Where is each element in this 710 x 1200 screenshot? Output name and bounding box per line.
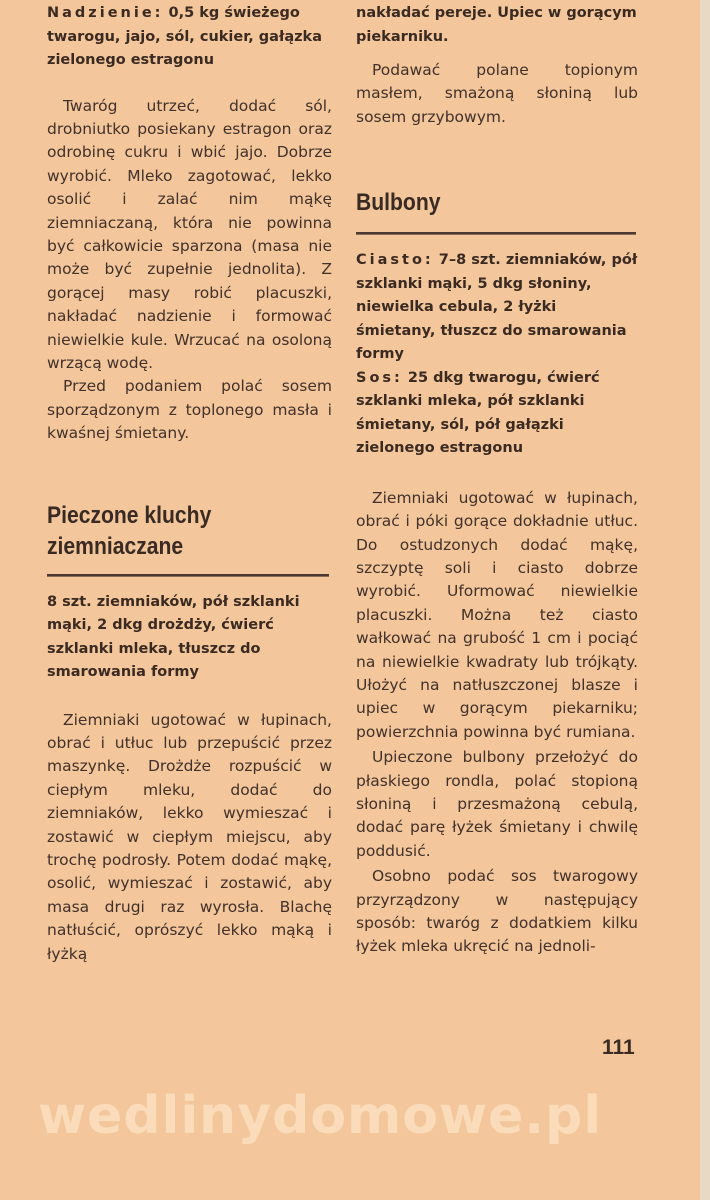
page-edge <box>700 0 710 1200</box>
recipe2-method: Ziemniaki ugotować w łupinach, obrać i utłuc lub przepuścić przez maszynkę. Drożdże rozpuścić w ciepłym mleku, dodać do ziemniaków, lekko wymieszać i zostawić w ciepłym miejscu, aby trochę podrosły. Potem dodać mąkę, osolić, wymieszać i zostawić, aby masa drugi raz wyrosła. Blachę natłuścić, oprószyć lekko mąką i łyżką <box>47 710 332 963</box>
right-column <box>356 0 638 959</box>
recipe2-title <box>47 500 332 562</box>
recipe1-method: Twaróg utrzeć, dodać sól, drobniutko posiekany estragon oraz odrobinę cukru i wbić jajo. Dobrze wyrobić. Mleko zagotować, lekko osolić i zalać nim mąkę ziemniaczaną, która nie powinna być całkowicie sparzona (masa nie może być zupełnie jednolita). Z gorącej masy robić placuszki, nakładać nadzienie i formować niewielkie kule. Wrzucać na osoloną wrzącą wodę. <box>47 96 332 372</box>
filling-ingredients <box>47 2 332 73</box>
recipe2-ingredients: 8 szt. ziemniaków, pół szklanki mąki, 2 dkg drożdży, ćwierć szklanki mleka, tłuszcz do smarowania formy <box>47 593 300 681</box>
filling-label: Nadzienie: <box>47 5 164 21</box>
left-column <box>47 0 332 966</box>
dough-ingredients <box>356 249 638 367</box>
watermark: wedlinydomowe.pl <box>38 1086 603 1146</box>
recipe1-serving: Przed podaniem polać sosem sporządzonym z toplonego masła i kwaśnej śmietany. <box>47 377 332 443</box>
recipe2-title-line1: Pieczone kluchy <box>47 501 212 529</box>
sauce-ingredients <box>356 367 638 461</box>
title-divider <box>356 232 636 235</box>
recipe3-title: Bulbony <box>356 189 441 217</box>
recipe3-stewing: Upieczone bulbony przełożyć do płaskiego rondla, polać stopioną słoniną i przesmażoną cebulą, dodać parę łyżek śmietany i chwilę poddusić. <box>356 748 638 860</box>
sauce-label: Sos: <box>356 369 403 386</box>
dough-label: Ciasto: <box>356 252 434 269</box>
dough-text: 7–8 szt. ziemniaków, pół szklanki mąki, 5 dkg słoniny, niewielka cebula, 2 łyżki śmietany, tłuszcz do smarowania formy <box>356 252 638 363</box>
recipe3-method: Ziemniaki ugotować w łupinach, obrać i póki gorące dokładnie utłuc. Do ostudzonych dodać mąkę, szczyptę soli i ciasto dobrze wyrobić. Uformować niewielkie placuszki. Można też ciasto wałkować na grubość 1 cm i pociąć na niewielkie kwadraty lub trójkąty. Ułożyć na natłuszczonej blasze i upiec w gorącym piekarniku; powierzchnia powinna być rumiana. <box>356 488 638 741</box>
page-number: 111 <box>602 1036 635 1059</box>
recipe2-title-line2: ziemniaczane <box>47 532 184 560</box>
title-divider <box>47 574 329 577</box>
recipe2-serving: Podawać polane topionym masłem, smażoną słoniną lub sosem grzybowym. <box>356 61 638 126</box>
recipe2-method-continued: nakładać pereje. Upiec w gorącym piekarniku. <box>356 5 637 45</box>
recipe3-sauce: Osobno podać sos twarogowy przyrządzony w następujący sposób: twaróg z dodatkiem kilku łyżek mleka ukręcić na jednoli- <box>356 867 638 956</box>
sauce-text: 25 dkg twarogu, ćwierć szklanki mleka, pół szklanki śmietany, sól, pół gałązki zielonego estragonu <box>356 369 600 457</box>
filling-text: 0,5 kg świeżego twarogu, jajo, sól, cukier, gałązka zielonego estragonu <box>47 5 322 68</box>
